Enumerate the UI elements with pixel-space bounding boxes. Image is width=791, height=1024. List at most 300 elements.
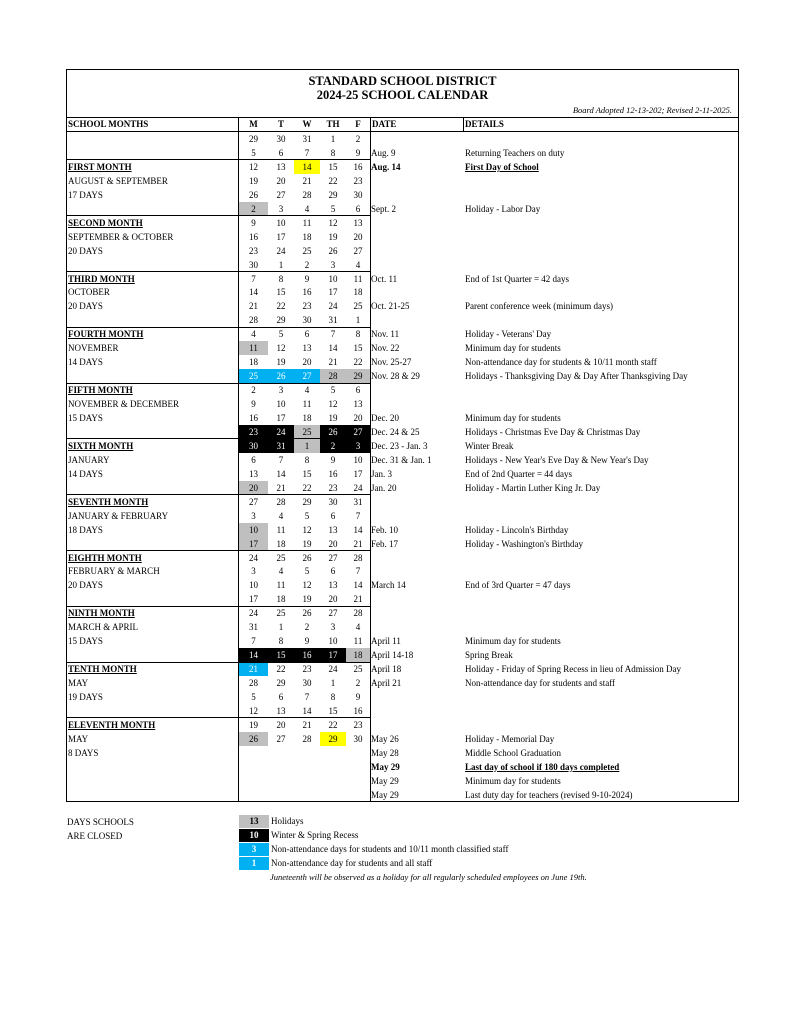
day-cell: 20 [276, 719, 286, 730]
section-divider [67, 159, 371, 160]
event-date: Jan. 3 [371, 468, 392, 479]
day-cell: 12 [328, 217, 338, 228]
day-cell: 14 [302, 705, 312, 716]
day-cell: 23 [302, 301, 312, 312]
day-cell: 18 [346, 648, 370, 662]
day-cell: 13 [328, 580, 338, 591]
event-details: Minimum day for students [465, 413, 561, 423]
legend-title-2: ARE CLOSED [67, 831, 123, 841]
calendar-row [67, 732, 738, 746]
day-cell [346, 760, 370, 774]
day-cell: 23 [239, 425, 268, 439]
day-cell: 6 [251, 454, 256, 465]
day-cell: 13 [249, 468, 258, 479]
day-cell: 23 [353, 719, 363, 730]
day-cell [268, 746, 294, 760]
col-school-months: SCHOOL MONTHS [68, 119, 149, 129]
month-label: NOVEMBER [68, 343, 119, 354]
day-cell: 4 [304, 385, 310, 396]
day-cell: 17 [353, 468, 363, 479]
event-date: April 11 [371, 636, 401, 647]
divider-date-header [463, 117, 464, 132]
day-cell: 8 [278, 273, 284, 284]
calendar-row [67, 481, 738, 495]
day-cell: 28 [353, 608, 363, 619]
event-date: Dec. 20 [371, 413, 399, 423]
day-cell: 7 [355, 566, 361, 577]
day-cell: 15 [328, 161, 338, 172]
day-cell: 14 [276, 468, 286, 479]
calendar-row [67, 620, 738, 634]
day-cell: 27 [346, 425, 370, 439]
district-title: STANDARD SCHOOL DISTRICT [308, 74, 497, 88]
event-details: Holidays - New Year's Eve Day & New Year's Day [465, 454, 649, 465]
event-date: Aug. 9 [371, 147, 396, 158]
month-label: ELEVENTH MONTH [68, 719, 156, 730]
event-details: Holiday - Memorial Day [465, 733, 555, 744]
event-date: Aug. 14 [371, 161, 401, 172]
month-label: FIRST MONTH [68, 161, 132, 172]
event-date: Sept. 2 [371, 203, 397, 214]
day-cell: 30 [249, 259, 258, 270]
month-label: 18 DAYS [68, 524, 103, 535]
event-details: Holiday - Veterans' Day [465, 329, 552, 340]
day-cell: 22 [276, 301, 286, 312]
month-label: FOURTH MONTH [68, 329, 144, 340]
day-cell: 2 [355, 134, 361, 144]
event-details: Holiday - Martin Luther King Jr. Day [465, 482, 601, 493]
day-cell: 10 [328, 273, 338, 284]
month-label: TENTH MONTH [68, 664, 137, 675]
day-cell: 20 [276, 175, 286, 186]
divider-days [370, 117, 371, 802]
legend-count: 13 [239, 815, 269, 828]
day-cell: 4 [278, 566, 284, 577]
day-cell: 10 [276, 399, 286, 410]
event-date: Nov. 11 [371, 329, 400, 340]
day-cell: 12 [302, 580, 312, 591]
month-label: 20 DAYS [68, 580, 103, 591]
section-divider [67, 383, 371, 384]
calendar-row [67, 174, 738, 188]
section-divider [67, 550, 371, 551]
day-cell: 2 [304, 622, 310, 633]
month-label: 19 DAYS [68, 692, 103, 702]
day-cell: 29 [249, 134, 258, 144]
section-divider [67, 215, 371, 216]
day-cell: 2 [304, 259, 310, 270]
event-details: End of 1st Quarter = 42 days [465, 273, 570, 284]
month-label: 15 DAYS [68, 413, 103, 423]
day-cell: 13 [328, 524, 338, 535]
month-label: SEVENTH MONTH [68, 496, 149, 507]
calendar-row [67, 634, 738, 648]
day-cell: 22 [328, 719, 338, 730]
day-cell: 25 [239, 369, 268, 383]
month-label: 20 DAYS [68, 301, 103, 312]
section-divider [67, 606, 371, 607]
day-cell [239, 774, 268, 788]
day-cell: 9 [330, 454, 336, 465]
day-cell [294, 746, 320, 760]
day-cell: 11 [239, 341, 268, 355]
month-label: EIGHTH MONTH [68, 552, 142, 563]
day-cell: 20 [353, 231, 363, 242]
day-cell: 31 [328, 315, 338, 326]
day-cell: 9 [355, 692, 361, 702]
day-cell [320, 788, 346, 802]
day-cell: 19 [249, 719, 258, 730]
day-cell: 4 [355, 259, 361, 270]
day-cell: 19 [249, 175, 258, 186]
day-cell: 22 [328, 175, 338, 186]
day-cell: 9 [251, 399, 256, 410]
calendar-row [67, 704, 738, 718]
day-cell: 9 [355, 147, 361, 158]
event-details: Holiday - Lincoln's Birthday [465, 524, 569, 535]
day-cell: 10 [328, 636, 338, 647]
day-cell: 24 [328, 664, 338, 675]
day-cell: 26 [249, 189, 258, 200]
event-date: Feb. 10 [371, 524, 398, 535]
day-cell: 1 [278, 259, 284, 270]
day-cell: 12 [328, 399, 338, 410]
event-details: Spring Break [465, 650, 513, 661]
day-cell [346, 788, 370, 802]
month-label: 20 DAYS [68, 245, 103, 256]
day-cell: 11 [302, 399, 312, 410]
day-cell: 27 [353, 245, 363, 256]
month-label: AUGUST & SEPTEMBER [68, 175, 168, 186]
day-cell: 6 [355, 203, 361, 214]
day-cell: 21 [302, 719, 312, 730]
day-cell: 20 [328, 538, 338, 549]
day-cell: 8 [330, 692, 336, 702]
day-cell [320, 774, 346, 788]
day-cell: 25 [276, 608, 286, 619]
day-cell: 21 [353, 594, 363, 605]
day-cell: 23 [302, 664, 312, 675]
col-thu: TH [326, 119, 340, 129]
day-cell: 20 [239, 481, 268, 495]
section-divider [67, 494, 371, 495]
juneteenth-note: Juneteenth will be observed as a holiday for all regularly scheduled employees on June 19th. [270, 872, 587, 882]
day-cell: 19 [302, 594, 312, 605]
day-cell: 1 [330, 134, 336, 144]
day-cell: 3 [278, 385, 284, 396]
day-cell: 31 [268, 439, 294, 453]
day-cell: 30 [302, 315, 312, 326]
month-label: OCTOBER [68, 287, 110, 298]
day-cell: 13 [276, 705, 286, 716]
day-cell: 5 [278, 329, 284, 340]
calendar-row [67, 230, 738, 244]
month-label: MAY [68, 678, 89, 689]
event-details: Returning Teachers on duty [465, 147, 565, 158]
day-cell: 5 [251, 692, 256, 702]
month-label: JANUARY & FEBRUARY [68, 510, 169, 521]
day-cell: 16 [353, 705, 363, 716]
day-cell: 5 [330, 203, 336, 214]
section-divider [67, 662, 371, 663]
day-cell: 28 [249, 678, 258, 689]
day-cell: 20 [302, 357, 312, 368]
day-cell: 11 [353, 636, 363, 647]
month-label: JANUARY [68, 454, 110, 465]
month-label: 14 DAYS [68, 357, 103, 368]
day-cell: 26 [268, 369, 294, 383]
day-cell: 15 [276, 287, 286, 298]
day-cell: 31 [249, 622, 258, 633]
legend-count: 1 [239, 857, 269, 870]
day-cell: 11 [276, 580, 286, 591]
header-top-line [67, 117, 738, 118]
month-label: SECOND MONTH [68, 217, 143, 228]
event-details: Non-attendance day for students and staff [465, 678, 616, 689]
divider-months [238, 117, 239, 802]
day-cell: 23 [353, 175, 363, 186]
day-cell: 1 [330, 678, 336, 689]
event-date: April 14-18 [371, 650, 414, 661]
col-wed: W [302, 119, 312, 129]
day-cell: 16 [249, 231, 258, 242]
day-cell: 18 [302, 231, 312, 242]
day-cell [239, 746, 268, 760]
calendar-row [67, 523, 738, 537]
day-cell: 3 [278, 203, 284, 214]
day-cell: 23 [249, 245, 258, 256]
event-details: Holiday - Labor Day [465, 203, 541, 214]
col-fri: F [355, 119, 361, 129]
day-cell [294, 788, 320, 802]
event-date: Jan. 20 [371, 482, 397, 493]
calendar-row [67, 160, 738, 174]
day-cell [294, 774, 320, 788]
day-cell: 8 [278, 636, 284, 647]
event-details: Non-attendance day for students & 10/11 month staff [465, 357, 657, 368]
day-cell: 10 [276, 217, 286, 228]
day-cell: 14 [353, 524, 363, 535]
calendar-row [67, 244, 738, 258]
day-cell: 27 [328, 552, 338, 563]
day-cell: 15 [353, 343, 363, 354]
day-cell: 14 [353, 580, 363, 591]
month-label: THIRD MONTH [68, 273, 135, 284]
calendar-row [67, 272, 738, 286]
event-date: April 21 [371, 678, 402, 689]
calendar-row [67, 369, 738, 383]
day-cell: 30 [353, 733, 363, 744]
day-cell: 7 [251, 273, 256, 284]
event-date: Nov. 28 & 29 [371, 371, 420, 382]
day-cell: 2 [355, 678, 361, 689]
section-divider [67, 801, 371, 802]
day-cell: 16 [302, 287, 312, 298]
day-cell: 8 [304, 454, 310, 465]
day-cell: 29 [320, 732, 346, 746]
calendar-row [67, 578, 738, 592]
event-date: Dec. 23 - Jan. 3 [371, 440, 428, 451]
calendar-row [67, 648, 738, 662]
day-cell: 28 [302, 189, 312, 200]
event-date: May 29 [371, 761, 400, 772]
calendar-row [67, 537, 738, 551]
calendar-row [67, 313, 738, 327]
calendar-title: 2024-25 SCHOOL CALENDAR [316, 88, 489, 102]
adopted-note: Board Adopted 12-13-202; Revised 2-11-2025. [572, 105, 732, 115]
day-cell: 18 [276, 538, 286, 549]
event-details: Minimum day for students [465, 636, 561, 647]
event-date: April 18 [371, 664, 402, 675]
month-label: 17 DAYS [68, 189, 103, 200]
day-cell: 25 [276, 552, 286, 563]
day-cell: 1 [355, 315, 361, 326]
event-date: May 29 [371, 789, 399, 800]
event-details: End of 2nd Quarter = 44 days [465, 468, 573, 479]
day-cell: 25 [353, 301, 363, 312]
day-cell: 9 [304, 273, 310, 284]
calendar-row [67, 425, 738, 439]
event-details: Middle School Graduation [465, 747, 561, 758]
month-label: SEPTEMBER & OCTOBER [68, 231, 174, 242]
month-label: NOVEMBER & DECEMBER [68, 399, 180, 410]
day-cell: 22 [353, 357, 363, 368]
day-cell: 18 [276, 594, 286, 605]
day-cell: 21 [353, 538, 363, 549]
legend-count: 3 [239, 843, 269, 856]
calendar-row [67, 258, 738, 272]
calendar-row [67, 188, 738, 202]
month-label: MARCH & APRIL [68, 622, 139, 633]
event-details: Last duty day for teachers (revised 9-10-2024) [465, 789, 633, 800]
day-cell: 16 [353, 161, 363, 172]
day-cell: 2 [251, 385, 256, 396]
section-divider [67, 438, 371, 439]
day-cell: 5 [304, 566, 310, 577]
day-cell: 29 [328, 189, 338, 200]
day-cell: 20 [328, 594, 338, 605]
day-cell: 4 [278, 510, 284, 521]
day-cell: 14 [249, 287, 258, 298]
day-cell: 24 [328, 301, 338, 312]
day-cell: 30 [239, 439, 268, 453]
section-divider [67, 271, 371, 272]
day-cell: 9 [304, 636, 310, 647]
day-cell: 24 [276, 245, 286, 256]
calendar-row [67, 216, 738, 230]
day-cell: 6 [304, 329, 310, 340]
day-cell: 6 [278, 692, 284, 702]
day-cell: 15 [328, 705, 338, 716]
day-cell: 19 [276, 357, 286, 368]
event-date: Feb. 17 [371, 538, 398, 549]
day-cell: 15 [268, 648, 294, 662]
event-date: Dec. 31 & Jan. 1 [371, 454, 432, 465]
month-label: FEBRUARY & MARCH [68, 566, 160, 577]
col-details: DETAILS [465, 119, 504, 129]
day-cell: 14 [294, 160, 320, 174]
day-cell: 30 [302, 678, 312, 689]
section-divider [67, 717, 371, 718]
day-cell: 5 [330, 385, 336, 396]
day-cell: 3 [330, 259, 336, 270]
calendar-row [67, 397, 738, 411]
day-cell: 22 [276, 664, 286, 675]
day-cell: 25 [302, 245, 312, 256]
day-cell: 17 [276, 413, 286, 423]
day-cell: 8 [355, 329, 361, 340]
day-cell: 7 [355, 510, 361, 521]
day-cell [268, 760, 294, 774]
day-cell: 7 [304, 147, 310, 158]
calendar-row [67, 676, 738, 690]
calendar-row [67, 453, 738, 467]
calendar-row [67, 774, 738, 788]
day-cell: 4 [304, 203, 310, 214]
day-cell: 4 [355, 622, 361, 633]
calendar-row [67, 411, 738, 425]
section-divider [67, 327, 371, 328]
day-cell: 26 [239, 732, 268, 746]
day-cell: 1 [278, 622, 284, 633]
event-date: Oct. 11 [371, 273, 398, 284]
event-details: End of 3rd Quarter = 47 days [465, 580, 571, 591]
calendar-row [67, 341, 738, 355]
legend-label: Non-attendance day for students and all staff [271, 858, 433, 868]
calendar-row [67, 592, 738, 606]
day-cell [320, 760, 346, 774]
day-cell: 19 [328, 413, 338, 423]
col-date: DATE [372, 119, 397, 129]
event-date: Nov. 25-27 [371, 357, 412, 368]
day-cell: 10 [249, 580, 258, 591]
event-date: Oct. 21-25 [371, 301, 410, 312]
day-cell: 21 [239, 662, 268, 676]
day-cell: 19 [328, 231, 338, 242]
col-mon: M [249, 119, 258, 129]
calendar-row [67, 718, 738, 732]
month-label: FIFTH MONTH [68, 385, 133, 396]
day-cell [320, 746, 346, 760]
calendar-row [67, 132, 738, 146]
day-cell: 24 [249, 552, 258, 563]
month-label: 15 DAYS [68, 636, 103, 647]
day-cell: 13 [302, 343, 312, 354]
day-cell: 12 [249, 161, 258, 172]
day-cell: 17 [276, 231, 286, 242]
calendar-row [67, 467, 738, 481]
day-cell: 11 [353, 273, 363, 284]
day-cell: 21 [302, 175, 312, 186]
legend-label: Winter & Spring Recess [271, 830, 359, 840]
day-cell: 24 [268, 425, 294, 439]
day-cell: 27 [276, 733, 286, 744]
calendar-row [67, 760, 738, 774]
day-cell: 13 [353, 399, 363, 410]
calendar-row [67, 202, 738, 216]
day-cell: 23 [328, 482, 338, 493]
day-cell: 7 [278, 454, 284, 465]
day-cell: 16 [294, 648, 320, 662]
day-cell: 19 [302, 538, 312, 549]
day-cell: 6 [355, 385, 361, 396]
calendar-row [67, 327, 738, 341]
event-date: Nov. 22 [371, 343, 400, 354]
day-cell [346, 774, 370, 788]
event-details: Minimum day for students [465, 343, 561, 354]
day-cell: 8 [330, 147, 336, 158]
day-cell: 11 [276, 524, 286, 535]
